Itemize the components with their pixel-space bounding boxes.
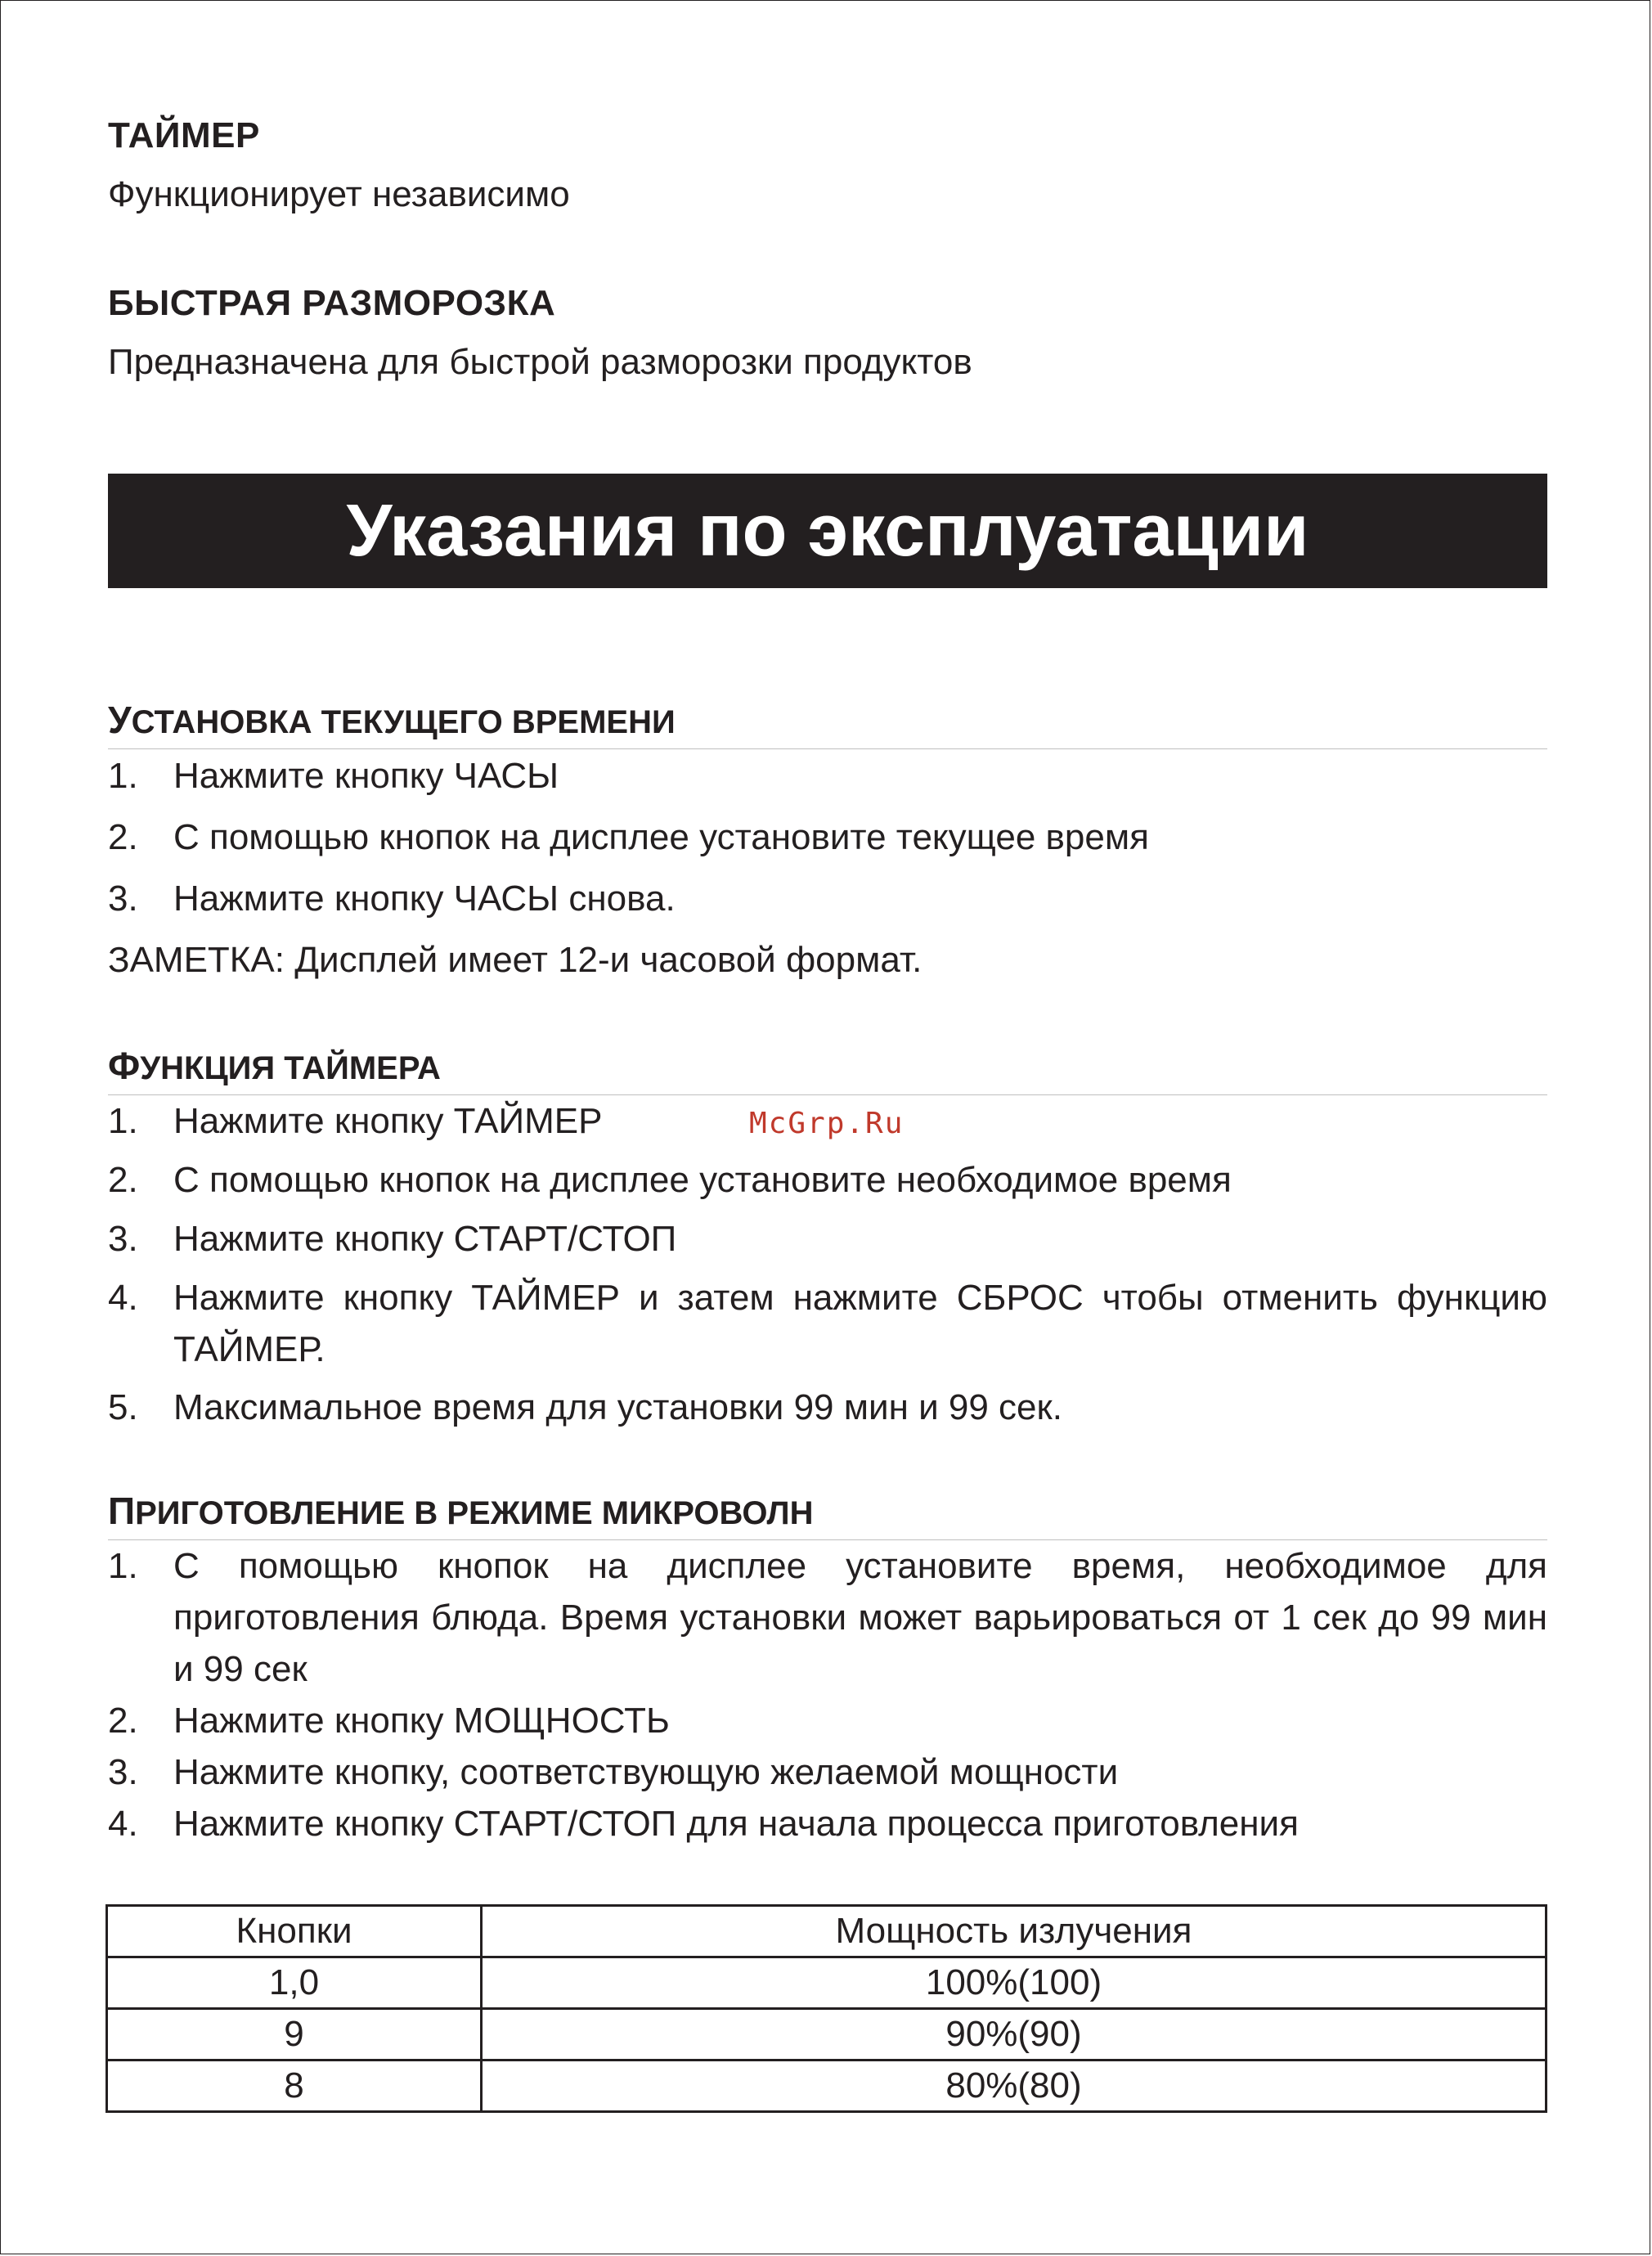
list-item-number: 3. [108,1752,138,1792]
feature-title-defrost: БЫСТРАЯ РАЗМОРОЗКА [108,283,556,323]
feature-text-defrost: Предназначена для быстрой разморозки продуктов [108,342,972,382]
list-item-number: 1. [108,1101,138,1141]
table-row [107,2061,1547,2112]
list-item-number: 2. [108,1701,138,1741]
table-header-buttons: Кнопки [107,1906,482,1957]
feature-text-timer: Функционирует независимо [108,174,570,214]
table-cell: 9 [107,2009,482,2061]
list-item-text: Нажмите кнопку, соответствующую желаемой мощности [173,1752,1119,1792]
list-item-number: 2. [108,817,138,857]
list-item-text: С помощью кнопок на дисплее установите текущее время [173,817,1149,857]
list-item-number: 1. [108,1546,138,1586]
section-title-rest: РИГОТОВЛЕНИЕ В РЕЖИМЕ МИКРОВОЛН [135,1495,814,1531]
list-item-text: Максимальное время для установки 99 мин и 99 сек. [173,1387,1063,1427]
table-cell: 90%(90) [482,2009,1547,2061]
section-title-timer [108,1044,1547,1095]
list-item-text: Нажмите кнопку ТАЙМЕР [173,1101,603,1141]
clock-note: ЗАМЕТКА: Дисплей имеет 12-и часовой формат. [108,940,923,980]
power-table [105,1904,1547,2113]
feature-title-timer: ТАЙМЕР [108,115,260,155]
list-item-text: С помощью кнопок на дисплее установите время, необходимое для приготовления блюда. Время установки может варьироваться от 1 сек до 99 мин и 99 сек [173,1546,1547,1689]
list-item-number: 4. [108,1804,138,1844]
section-title-initial: П [108,1490,136,1532]
table-header-power: Мощность излучения [482,1906,1547,1957]
list-item-number: 3. [108,879,138,919]
list-item-number: 5. [108,1387,138,1427]
section-title-initial: У [108,699,132,741]
section-title-microwave [108,1489,1547,1540]
list-item-number: 1. [108,756,138,796]
section-title-initial: Ф [108,1045,141,1087]
list-item-text: С помощью кнопок на дисплее установите необходимое время [173,1160,1232,1200]
watermark-link[interactable]: McGrp.Ru [749,1107,905,1140]
table-row [107,2009,1547,2061]
list-item-text: Нажмите кнопку СТАРТ/СТОП [173,1219,677,1259]
table-cell: 100%(100) [482,1957,1547,2009]
list-item-text: Нажмите кнопку СТАРТ/СТОП для начала процесса приготовления [173,1804,1299,1844]
table-header-row [107,1906,1547,1957]
section-title-rest: СТАНОВКА ТЕКУЩЕГО ВРЕМЕНИ [131,704,676,740]
table-cell: 1,0 [107,1957,482,2009]
section-title-clock [108,698,1547,749]
list-item-number: 2. [108,1160,138,1200]
section-title-rest: УНКЦИЯ ТАЙМЕРА [140,1050,441,1086]
list-item-text: Нажмите кнопку МОЩНОСТЬ [173,1701,670,1741]
section-banner: Указания по эксплуатации [108,474,1547,588]
table-cell: 80%(80) [482,2061,1547,2112]
list-item-text: Нажмите кнопку ЧАСЫ [173,756,559,796]
list-item-number: 3. [108,1219,138,1259]
list-item-number: 4. [108,1278,138,1318]
list-item-text: Нажмите кнопку ТАЙМЕР и затем нажмите СБРОС чтобы отменить функцию ТАЙМЕР. [173,1278,1547,1369]
table-cell: 8 [107,2061,482,2112]
list-item-text: Нажмите кнопку ЧАСЫ снова. [173,879,676,919]
table-row [107,1957,1547,2009]
